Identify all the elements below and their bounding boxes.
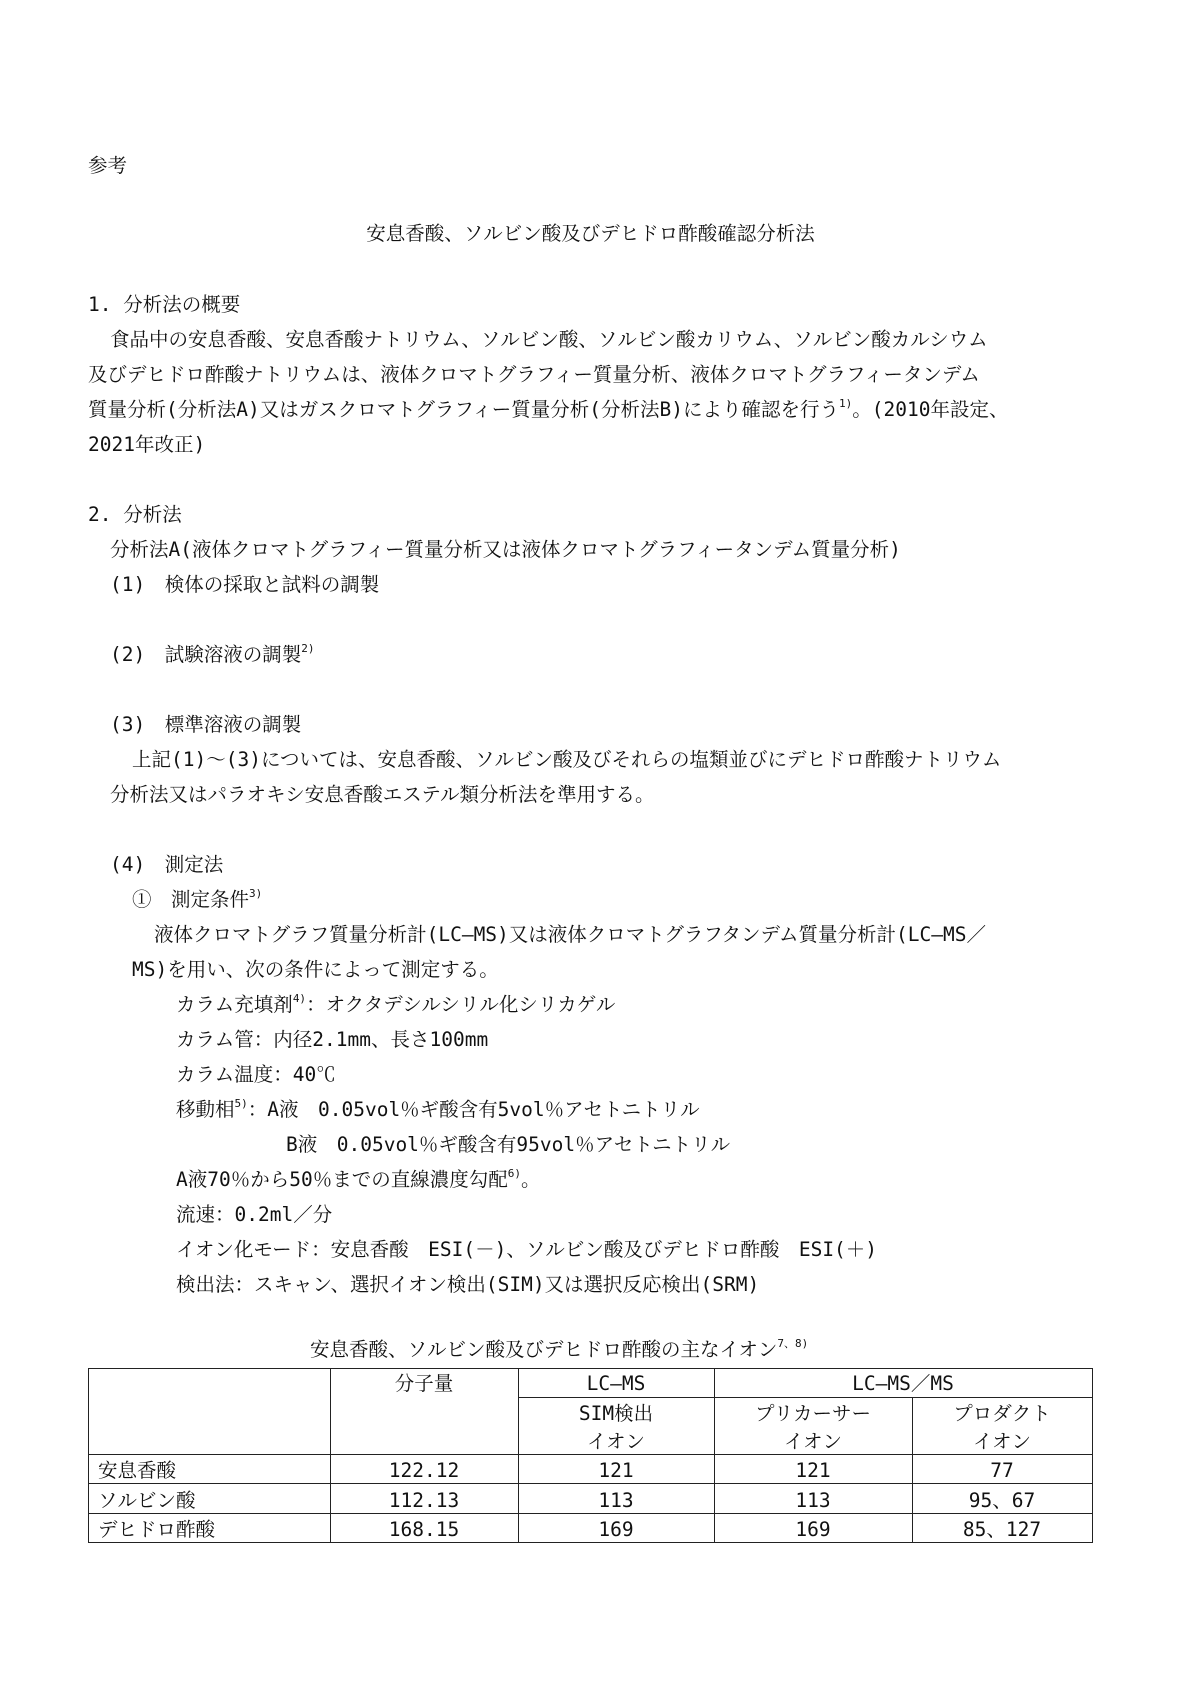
item-3: (3) 標準溶液の調製 (110, 713, 302, 736)
table-caption-text: 安息香酸、ソルビン酸及びデヒドロ酢酸の主なイオン (310, 1338, 778, 1361)
th-lcms: LC—MS (586, 1372, 646, 1395)
ref-6: 6) (507, 1167, 521, 1180)
table-row-3-precursor: 169 (795, 1518, 831, 1541)
table-row-1-product: 77 (990, 1459, 1014, 1482)
item-2-text: (2) 試験溶液の調製 (110, 643, 302, 666)
item-2 (110, 642, 315, 666)
table-border-right (1092, 1368, 1093, 1543)
table-row-3-mw: 168.15 (388, 1518, 460, 1541)
table-row-1-name: 安息香酸 (98, 1459, 177, 1482)
table-row-2-mw: 112.13 (388, 1489, 460, 1512)
table-border-left (88, 1368, 89, 1543)
table-row-2-name: ソルビン酸 (98, 1489, 196, 1512)
th-product: プロダクト (953, 1402, 1051, 1425)
cond-mobile-a (176, 1097, 700, 1121)
page-title: 安息香酸、ソルビン酸及びデヒドロ酢酸確認分析法 (366, 222, 815, 245)
cond-ion-mode: イオン化モード：安息香酸 ESI(－)、ソルビン酸及びデヒドロ酢酸 ESI(＋) (176, 1238, 878, 1261)
section1-line-1: 食品中の安息香酸、安息香酸ナトリウム、ソルビン酸、ソルビン酸カリウム、ソルビン酸カルシウム (110, 328, 988, 351)
table-row-2-sim: 113 (598, 1489, 634, 1512)
section2-heading: 2. 分析法 (88, 503, 182, 526)
table-row-3-name: デヒドロ酢酸 (98, 1518, 216, 1541)
intro-line-1: 液体クロマトグラフ質量分析計(LC—MS)又は液体クロマトグラフタンデム質量分析計(LC—MS／ (154, 923, 987, 946)
table-row-1-precursor: 121 (795, 1459, 831, 1482)
section1-line-3 (88, 397, 1009, 421)
th-product-2: イオン (973, 1430, 1031, 1453)
section1-heading: 1. 分析法の概要 (88, 293, 241, 316)
section1-line-3-tail: 。(2010年設定、 (852, 398, 1009, 421)
table-caption-ref: 7、8) (777, 1337, 809, 1350)
table-caption (310, 1337, 809, 1361)
cond-flow: 流速：0.2ml／分 (176, 1203, 333, 1226)
th-precursor-2: イオン (784, 1430, 842, 1453)
section1-line-2: 及びデヒドロ酢酸ナトリウムは、液体クロマトグラフィー質量分析、液体クロマトグラフィータンデム (88, 363, 980, 386)
cond-gradient-end: 。 (520, 1168, 541, 1191)
cond-packing (176, 992, 616, 1016)
item-4: (4) 測定法 (110, 853, 224, 876)
cond-mobile-a-text: ：A液 0.05vol％ギ酸含有5vol％アセトニトリル (247, 1098, 700, 1121)
th-precursor: プリカーサー (754, 1402, 872, 1425)
table-border-top (88, 1368, 1093, 1369)
cond-mobile-b: B液 0.05vol％ギ酸含有95vol％アセトニトリル (286, 1133, 731, 1156)
ref-4: 4) (292, 992, 307, 1005)
table-row-1-mw: 122.12 (388, 1459, 460, 1482)
cond-detection: 検出法：スキャン、選択イオン検出(SIM)又は選択反応検出(SRM) (176, 1273, 760, 1296)
table-border-bottom (88, 1542, 1093, 1543)
ref-1: 1) (839, 397, 853, 410)
table-header-bottom (88, 1454, 1093, 1455)
note-line-1: 上記(1)～(3)については、安息香酸、ソルビン酸及びそれらの塩類並びにデヒドロ酢酸ナトリウム (132, 748, 1002, 771)
ref-2: 2) (301, 642, 315, 655)
cond-mobile-label: 移動相 (176, 1098, 235, 1121)
table-col-divider-3 (714, 1368, 715, 1543)
th-lcmsms: LC—MS／MS (852, 1372, 954, 1395)
cond-tube: カラム管：内径2.1mm、長さ100mm (176, 1028, 489, 1051)
table-row-2-product: 95、67 (968, 1489, 1036, 1512)
method-a-title: 分析法A(液体クロマトグラフィー質量分析又は液体クロマトグラフィータンデム質量分析) (110, 538, 901, 561)
cond-temp: カラム温度：40℃ (176, 1063, 336, 1086)
section1-line-4: 2021年改正) (88, 433, 206, 456)
th-mw: 分子量 (394, 1372, 454, 1395)
th-sim: SIM検出 (578, 1402, 654, 1425)
table-header-divider (518, 1397, 1093, 1398)
cond-packing-value: ：オクタデシルシリル化シリカゲル (306, 993, 616, 1016)
header-label: 参考 (88, 154, 128, 177)
table-col-divider-2 (518, 1368, 519, 1543)
ion-table (88, 1368, 1093, 1543)
item-1: (1) 検体の採取と試料の調製 (110, 573, 380, 596)
table-row-divider-1 (88, 1483, 1093, 1484)
ref-3: 3) (249, 887, 263, 900)
intro-line-2: MS)を用い、次の条件によって測定する。 (132, 958, 499, 981)
sub-item-1-text: ① 測定条件 (132, 888, 250, 911)
sub-item-1 (132, 887, 263, 911)
th-sim-2: イオン (587, 1430, 645, 1453)
note-line-2: 分析法又はパラオキシ安息香酸エステル類分析法を準用する。 (110, 783, 655, 806)
table-row-3-sim: 169 (598, 1518, 634, 1541)
table-row-2-precursor: 113 (795, 1489, 831, 1512)
cond-gradient (176, 1167, 541, 1191)
ref-5: 5) (234, 1097, 248, 1110)
table-col-divider-1 (330, 1368, 331, 1543)
cond-gradient-text: A液70％から50％までの直線濃度勾配 (176, 1168, 508, 1191)
table-row-1-sim: 121 (598, 1459, 634, 1482)
section1-line-3-text: 質量分析(分析法A)又はガスクロマトグラフィー質量分析(分析法B)により確認を行う (88, 398, 839, 421)
cond-packing-label: カラム充填剤 (176, 993, 293, 1016)
table-row-divider-2 (88, 1513, 1093, 1514)
table-row-3-product: 85、127 (962, 1518, 1042, 1541)
